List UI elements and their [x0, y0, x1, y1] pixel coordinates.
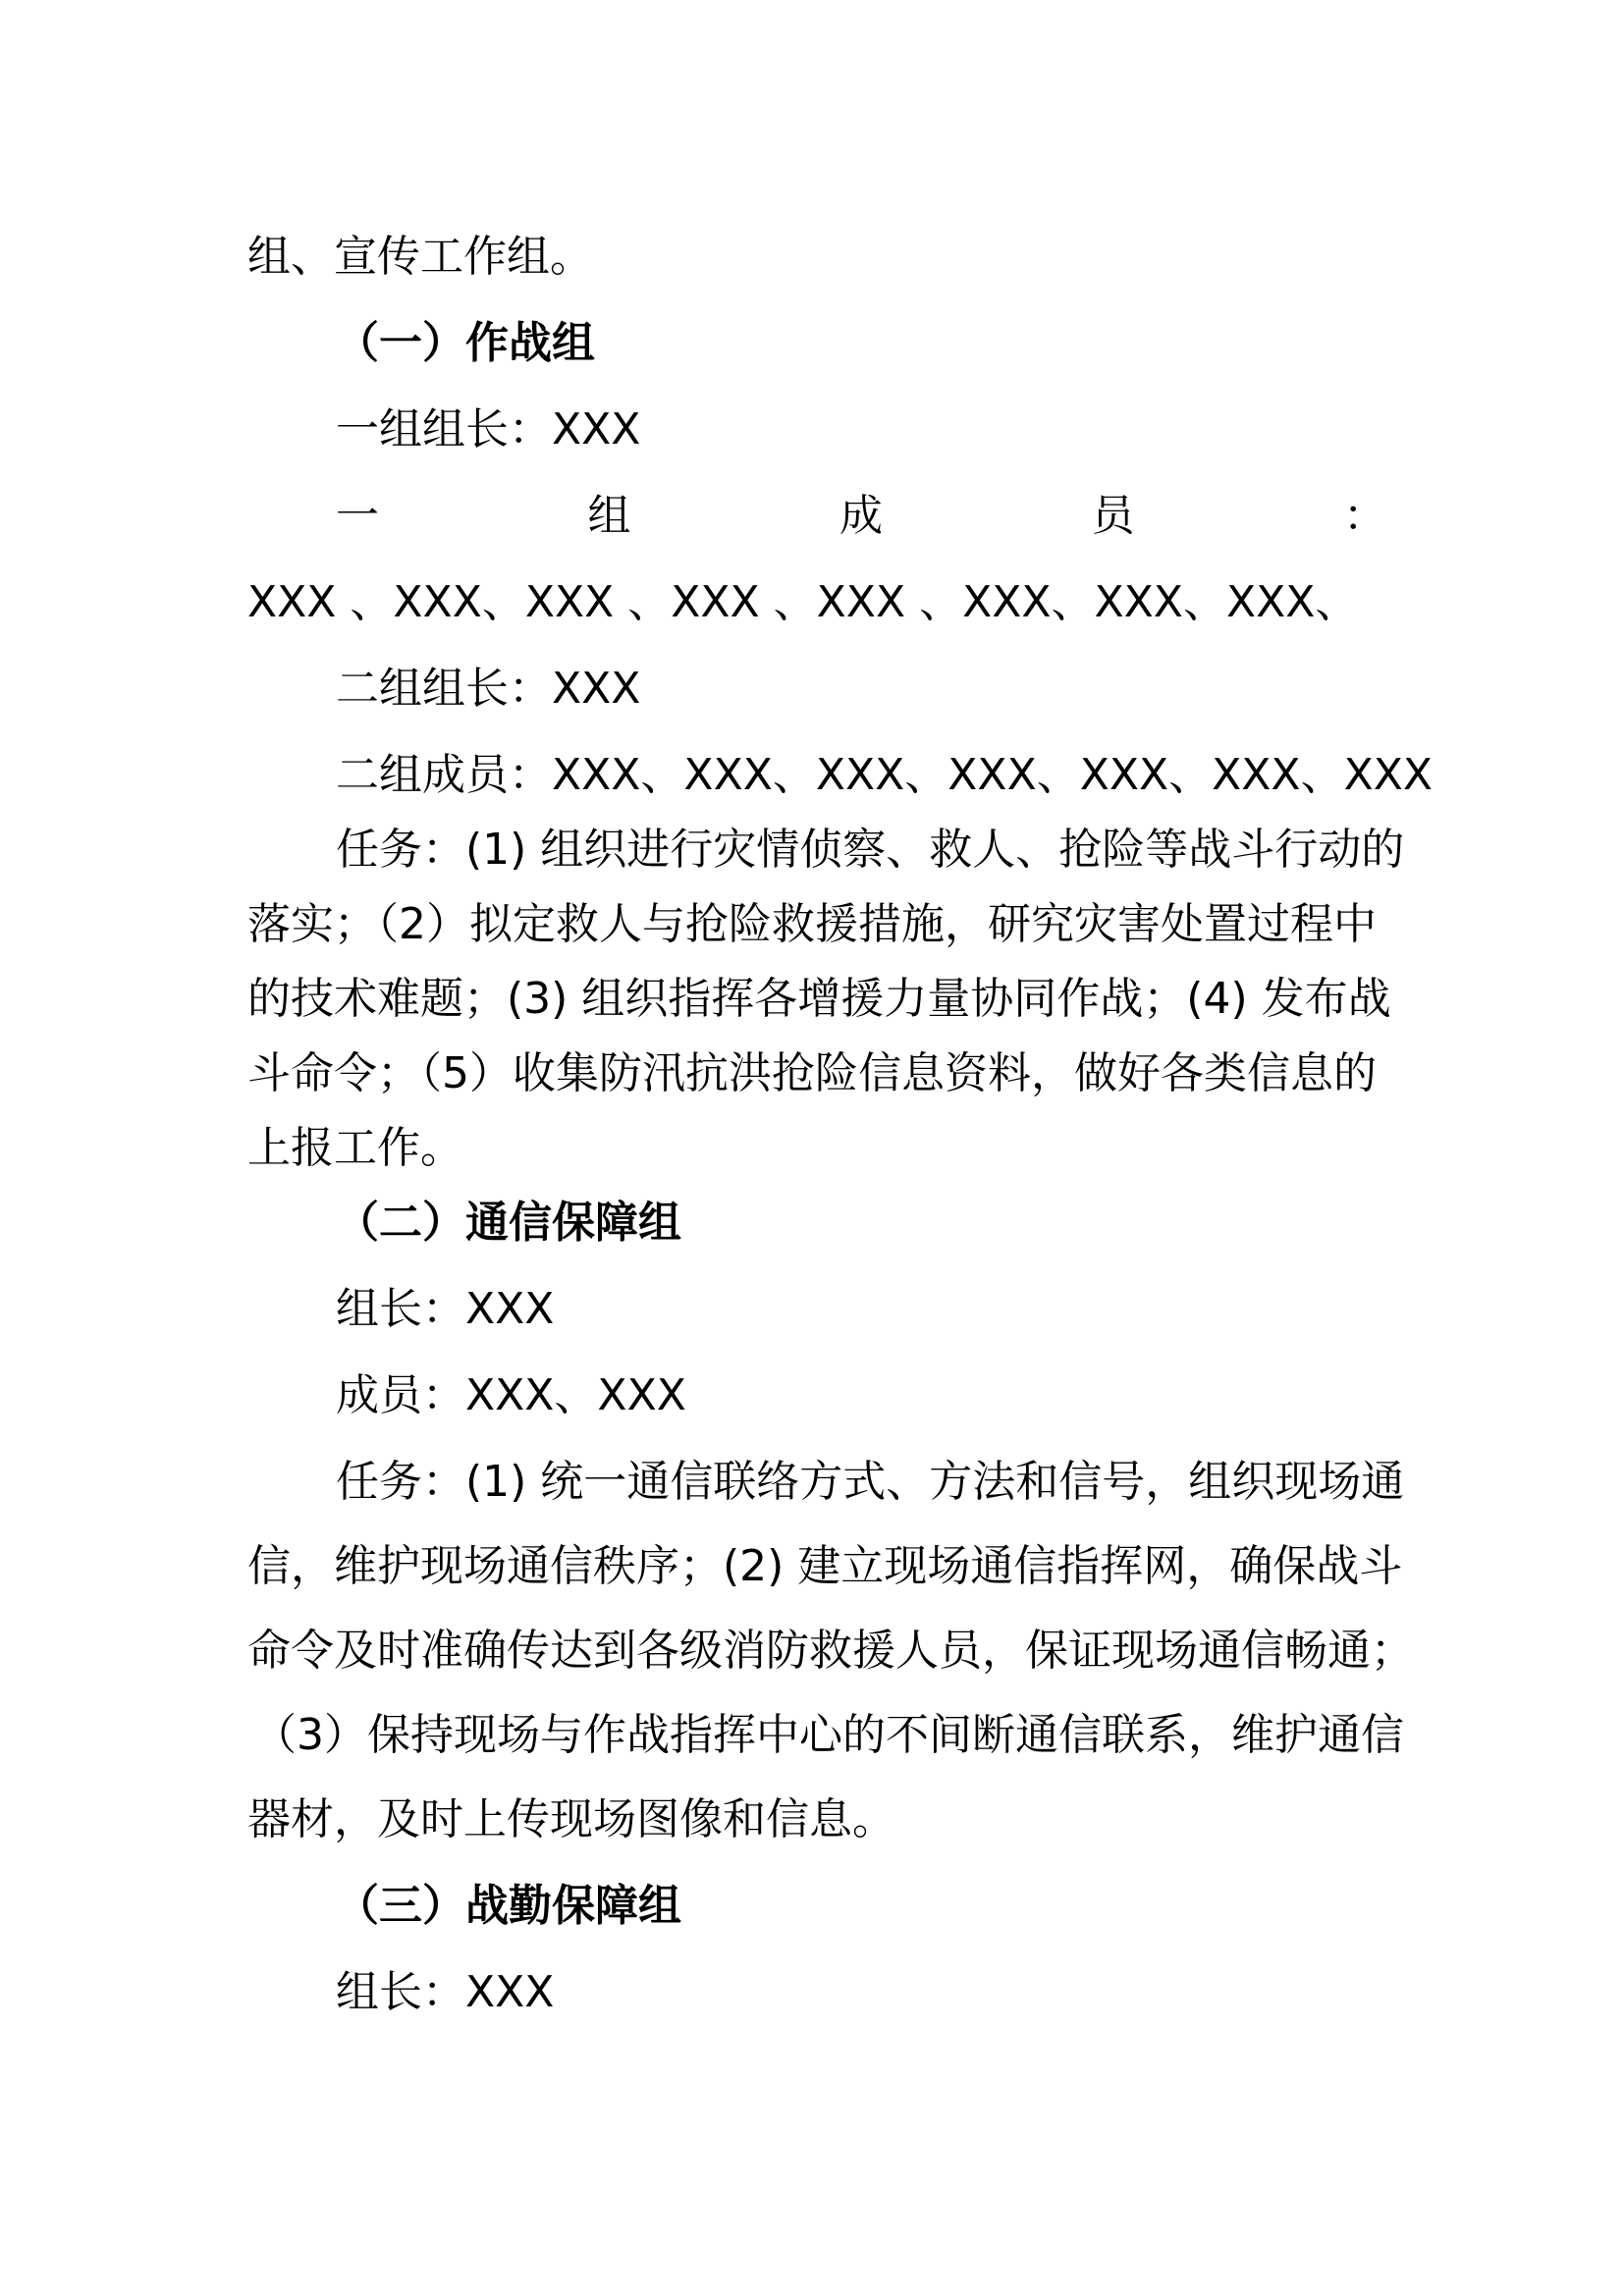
spread-char: 组 — [587, 491, 631, 541]
section-heading-communication: （二）通信保障组 — [336, 1198, 681, 1248]
task-line: 上报工作。 — [247, 1123, 463, 1173]
spread-char: ： — [1343, 491, 1386, 541]
group1-leader: 一组组长：XXX — [336, 404, 641, 454]
comm-leader: 组长：XXX — [336, 1284, 555, 1334]
spread-char: 成 — [839, 491, 883, 541]
section-heading-combat: （一）作战组 — [336, 318, 595, 368]
paragraph-line: 组、宣传工作组。 — [247, 232, 593, 282]
group2-members: 二组成员：XXX、XXX、XXX、XXX、XXX、XXX、XXX — [336, 750, 1433, 800]
comm-members: 成员：XXX、XXX — [336, 1370, 686, 1420]
task-line: （3）保持现场与作战指挥中心的不间断通信联系，维护通信 — [253, 1710, 1404, 1760]
group1-members-list: XXX 、XXX、XXX 、XXX 、XXX 、XXX、XXX、XXX、 — [247, 577, 1359, 627]
task-line: 器材，及时上传现场图像和信息。 — [247, 1794, 895, 1844]
spread-char: 一 — [336, 491, 379, 541]
spread-char: 员 — [1091, 491, 1135, 541]
task-line: 任务：(1) 统一通信联络方式、方法和信号，组织现场通 — [336, 1457, 1405, 1507]
task-line: 信，维护现场通信秩序；(2) 建立现场通信指挥网，确保战斗 — [247, 1541, 1403, 1591]
group2-leader: 二组组长：XXX — [336, 664, 641, 714]
task-line: 落实；（2）拟定救人与抢险救援措施，研究灾害处置过程中 — [247, 899, 1377, 949]
logistics-leader: 组长：XXX — [336, 1967, 555, 2017]
group1-members-label — [336, 487, 1386, 546]
task-line: 命令及时准确传达到各级消防救援人员，保证现场通信畅通； — [247, 1626, 1414, 1676]
task-line: 的技术难题；(3) 组织指挥各增援力量协同作战；(4) 发布战 — [247, 974, 1391, 1024]
task-line: 任务：(1) 组织进行灾情侦察、救人、抢险等战斗行动的 — [336, 825, 1405, 875]
task-line: 斗命令；（5）收集防汛抗洪抢险信息资料，做好各类信息的 — [247, 1048, 1377, 1098]
section-heading-logistics: （三）战勤保障组 — [336, 1881, 681, 1931]
